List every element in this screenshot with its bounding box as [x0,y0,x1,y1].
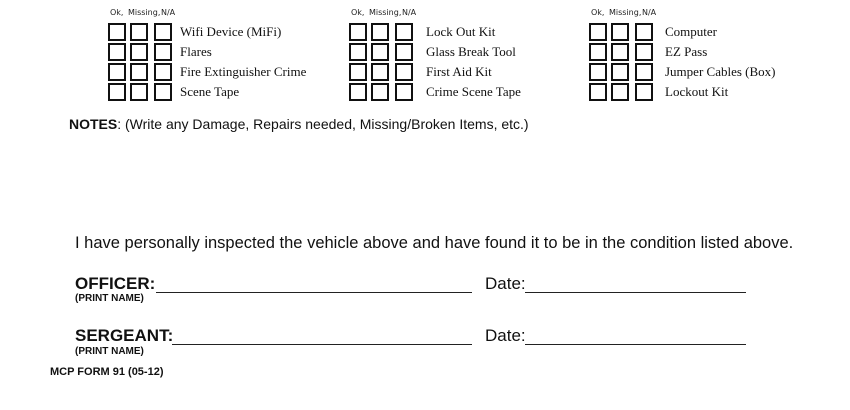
officer-name-field[interactable] [156,274,472,293]
ok-checkbox[interactable] [108,63,126,81]
sergeant-name-field[interactable] [172,326,472,345]
sergeant-print-name-label: (PRINT NAME) [75,346,144,357]
item-label: EZ Pass [665,44,708,59]
missing-checkbox[interactable] [130,43,148,61]
na-checkbox[interactable] [154,83,172,101]
missing-checkbox[interactable] [130,23,148,41]
ok-checkbox[interactable] [349,23,367,41]
na-checkbox[interactable] [154,63,172,81]
na-checkbox[interactable] [635,63,653,81]
officer-label: OFFICER: [75,274,156,293]
header-missing: Missing, [369,8,402,17]
ok-checkbox[interactable] [589,63,607,81]
missing-checkbox[interactable] [611,83,629,101]
header-ok: Ok, [591,8,605,17]
na-checkbox[interactable] [154,43,172,61]
missing-checkbox[interactable] [130,63,148,81]
ok-checkbox[interactable] [589,23,607,41]
na-checkbox[interactable] [635,43,653,61]
header-na: N/A [161,8,176,17]
notes-instruction: : (Write any Damage, Repairs needed, Missing/Broken Items, etc.) [117,116,529,132]
ok-checkbox[interactable] [349,63,367,81]
ok-checkbox[interactable] [589,83,607,101]
item-label: Jumper Cables (Box) [665,64,776,79]
item-label: Crime Scene Tape [426,84,521,99]
missing-checkbox[interactable] [611,23,629,41]
item-label: Lock Out Kit [426,24,496,39]
header-missing: Missing, [609,8,642,17]
item-label: Wifi Device (MiFi) [180,24,282,39]
ok-checkbox[interactable] [349,83,367,101]
ok-checkbox[interactable] [589,43,607,61]
item-label: Scene Tape [180,84,240,99]
notes-heading [69,116,529,132]
header-missing: Missing, [128,8,161,17]
na-checkbox[interactable] [395,83,413,101]
na-checkbox[interactable] [154,23,172,41]
officer-print-name-label: (PRINT NAME) [75,293,144,304]
notes-textarea[interactable] [69,138,773,232]
ok-checkbox[interactable] [108,23,126,41]
officer-date-field[interactable] [525,274,746,293]
form-id: MCP FORM 91 (05-12) [50,366,164,378]
na-checkbox[interactable] [635,83,653,101]
sergeant-label: SERGEANT: [75,326,174,345]
ok-checkbox[interactable] [349,43,367,61]
item-label: Computer [665,24,717,39]
item-label: First Aid Kit [426,64,492,79]
certification-statement: I have personally inspected the vehicle above and have found it to be in the condition listed above. [75,234,794,252]
ok-checkbox[interactable] [108,43,126,61]
ok-checkbox[interactable] [108,83,126,101]
missing-checkbox[interactable] [611,43,629,61]
item-label: Glass Break Tool [426,44,516,59]
missing-checkbox[interactable] [371,43,389,61]
missing-checkbox[interactable] [371,83,389,101]
sergeant-date-label: Date: [485,326,526,345]
item-label: Fire Extinguisher Crime [180,64,307,79]
officer-date-label: Date: [485,274,526,293]
missing-checkbox[interactable] [371,23,389,41]
notes-title: NOTES [69,116,118,132]
missing-checkbox[interactable] [611,63,629,81]
sergeant-date-field[interactable] [525,326,746,345]
header-ok: Ok, [110,8,124,17]
header-na: N/A [642,8,657,17]
na-checkbox[interactable] [635,23,653,41]
na-checkbox[interactable] [395,23,413,41]
missing-checkbox[interactable] [371,63,389,81]
header-na: N/A [402,8,417,17]
item-label: Flares [180,44,212,59]
missing-checkbox[interactable] [130,83,148,101]
na-checkbox[interactable] [395,43,413,61]
header-ok: Ok, [351,8,365,17]
na-checkbox[interactable] [395,63,413,81]
item-label: Lockout Kit [665,84,729,99]
